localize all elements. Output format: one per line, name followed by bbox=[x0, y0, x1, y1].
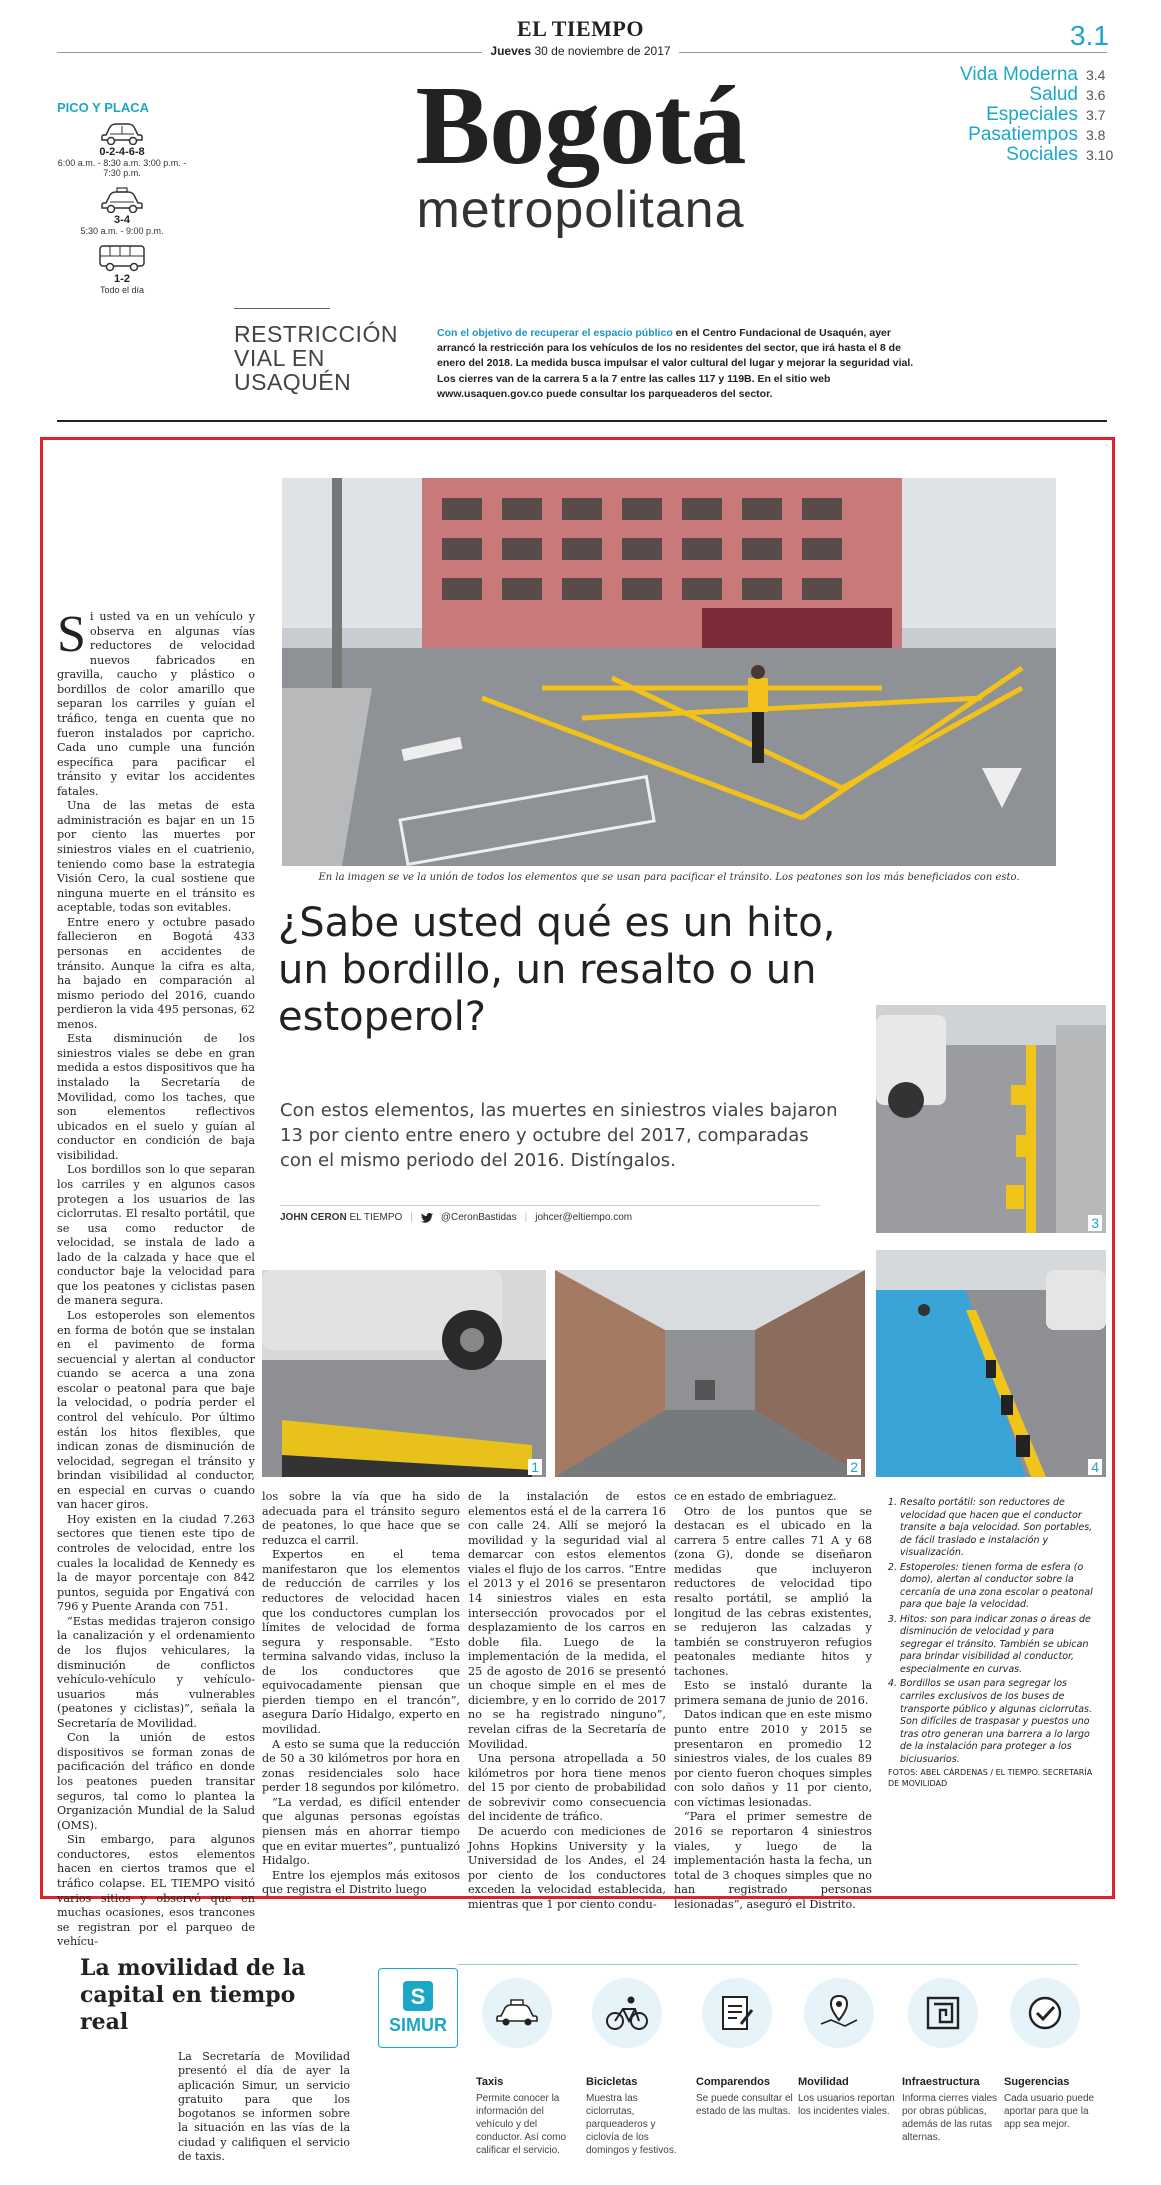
twitter-icon bbox=[421, 1213, 433, 1223]
publication-date bbox=[0, 44, 1161, 58]
byline-email[interactable]: johcer@eltiempo.com bbox=[535, 1212, 633, 1223]
feature-desc: Se puede consultar el estado de las multas. bbox=[696, 2093, 793, 2117]
restriccion-title: RESTRICCIÓN VIAL EN USAQUÉN bbox=[234, 321, 398, 396]
feature-taxis bbox=[476, 1978, 574, 2157]
photo-3 bbox=[876, 1005, 1106, 1233]
glossary-item: 1. Resalto portátil: son reductores de velocidad que hacen que el conductor transite a baja velocidad. Son portables, de fácil traslado e instalación y visualización. bbox=[900, 1497, 1098, 1560]
byline-twitter[interactable]: @CeronBastidas bbox=[440, 1212, 517, 1223]
index-item[interactable] bbox=[900, 124, 1120, 144]
feature-desc: Cada usuario puede aportar para que la app sea mejor. bbox=[1004, 2093, 1095, 2130]
index-item[interactable] bbox=[900, 144, 1120, 164]
section-index bbox=[900, 64, 1120, 164]
pico-digits: 0-2-4-6-8 bbox=[99, 146, 145, 158]
restriccion-body: en el Centro Fundacional de Usaquén, ayer arrancó la restricción para los vehículos de los no residentes del sector, que irá hasta el 8 de enero del 2018. La medida busca impulsar el valor cultural del lugar y mejorar la seguridad vial. Los cierres van de la carrera 5 a la 7 entre las calles 117 y 119B. En el sitio web www.usaquen.gov.co puede consultar los parqueaderos del sector. bbox=[437, 327, 914, 400]
index-page: 3.4 bbox=[1086, 67, 1106, 83]
body-paragraph: Hoy existen en la ciudad 7.263 sectores que tienen este tipo de controles de velocidad, entre los cuales la localidad de Kennedy es la de mayor porcentaje con 842 puntos, seguida por Engativá con 796 y Puente Aranda con 751. bbox=[57, 1512, 255, 1614]
bottom-title: La movilidad de la capital en tiempo real bbox=[80, 1955, 306, 2035]
index-label: Especiales bbox=[986, 104, 1078, 125]
index-item[interactable] bbox=[900, 84, 1120, 104]
restriccion-lead: Con el objetivo de recuperar el espacio público bbox=[437, 327, 673, 339]
pico-hours: 6:00 a.m. - 8:30 a.m. 3:00 p.m. - 7:30 p.m. bbox=[57, 158, 187, 179]
feature-infraestructura bbox=[902, 1978, 1000, 2144]
index-label: Pasatiempos bbox=[968, 124, 1078, 145]
main-photo bbox=[282, 478, 1056, 866]
pico-hours: 5:30 a.m. - 9:00 p.m. bbox=[80, 225, 164, 236]
newspaper-name: EL TIEMPO bbox=[517, 16, 644, 41]
body-paragraph: ce en estado de embriaguez. bbox=[674, 1490, 837, 1503]
body-paragraph: Los bordillos son lo que separan los carriles y en algunos casos protegen a los usuarios de las ciclorrutas. El resalto portátil, que se usa como reductor de velocidad, se instala de lado a lado de la calzada y hace que el conductor baje la velocidad para que los peatones y ciclistas pasen de manera segura. bbox=[57, 1163, 255, 1308]
body-paragraph bbox=[57, 606, 255, 799]
photo-number: 1 bbox=[528, 1459, 542, 1475]
feature-icon-circle bbox=[482, 1978, 552, 2048]
form-icon bbox=[719, 1994, 755, 2032]
byline-org: EL TIEMPO bbox=[349, 1212, 403, 1223]
restriccion-rule bbox=[234, 308, 330, 309]
body-paragraph: de la instalación de estos elementos está el de la carrera 16 con calle 24. Allí se mejoró la movilidad y la seguridad vial al demarcar con estos elementos viales el flujo de los carros. “Entre el 2013 y el 2016 se presentaron 14 siniestros viales en esta intersección provocados por el desplazamiento de los carros en doble fila. Luego de la implementación de la medida, el 25 de agosto de 2016 se presentó un choque simple en el mes de diciembre, y en lo corrido de 2017 no se ha registrado ninguno”, revelan cifras de la Secretaría de Movilidad. bbox=[468, 1490, 666, 1751]
body-paragraph: Esta disminución de los siniestros viales se debe en gran medida a estos dispositivos que ha instalado la Secretaría de Movilidad, como los taches, que son elementos reflectivos ubicados en el suelo y guían al conductor en condición de baja visibilidad. bbox=[57, 1032, 255, 1162]
index-label: Sociales bbox=[1006, 144, 1078, 165]
section-subtitle: metropolitana bbox=[416, 181, 745, 239]
index-page: 3.7 bbox=[1086, 107, 1106, 123]
main-photo-caption: En la imagen se ve la unión de todos los elementos que se usan para pacificar el tránsito. Los peatones son los más beneficiados con esto. bbox=[318, 872, 1020, 883]
date-day: Jueves bbox=[490, 44, 532, 58]
body-paragraph: Expertos en el tema manifestaron que los elementos de reducción de carriles y los reductores de velocidad hacen que los conductores cumplan los límites de velocidad de forma segura y responsable. “Esto termina salvando vidas, incluso la de los conductores que equivocadamente piensan que pierden tiempo en el trancón”, asegura Darío Hidalgo, experto en movilidad. bbox=[262, 1548, 460, 1736]
pico-block-bus bbox=[57, 244, 187, 295]
body-paragraph: A esto se suma que la reducción de 50 a 30 kilómetros por hora en zonas residenciales solo hace perder 18 segundos por kilómetro. bbox=[262, 1737, 460, 1795]
body-column-1 bbox=[57, 606, 255, 1950]
body-column-4 bbox=[674, 1490, 872, 1912]
feature-movilidad bbox=[798, 1978, 896, 2118]
simur-s-icon bbox=[403, 1981, 433, 2011]
taxi-icon bbox=[100, 187, 144, 213]
feature-sugerencias bbox=[1004, 1978, 1102, 2131]
body-paragraph: Con la unión de estos dispositivos se forman zonas de pacificación del tráfico en donde los peatones pueden transitar seguros, tal como lo plantea la Organización Mundial de la Salud (OMS). bbox=[57, 1731, 255, 1832]
dek: Con estos elementos, las muertes en siniestros viales bajaron 13 por ciento entre enero y octubre del 2017, comparadas con el mismo periodo del 2016. Distíngalos. bbox=[280, 1100, 838, 1172]
index-label: Vida Moderna bbox=[960, 64, 1078, 85]
taxi-icon bbox=[495, 1999, 539, 2027]
feature-icon-circle bbox=[1010, 1978, 1080, 2048]
body-paragraph: Esto se instaló durante la primera semana de junio de 2016. bbox=[674, 1679, 872, 1707]
feature-icon-circle bbox=[592, 1978, 662, 2048]
feature-desc: Los usuarios reportan los incidentes viales. bbox=[798, 2093, 895, 2117]
feature-title: Infraestructura bbox=[902, 2076, 980, 2088]
index-page: 3.8 bbox=[1086, 127, 1106, 143]
body-column-2 bbox=[262, 1490, 460, 1898]
simur-connector bbox=[458, 1964, 1078, 1965]
glossary-item: 4. Bordillos se usan para segregar los carriles exclusivos de los buses de transporte público y algunas ciclorrutas. Son difíciles de traspasar y puestos uno tras otro generan una barrera a lo largo de la instalación para proteger a los biciusuarios. bbox=[900, 1678, 1098, 1766]
byline-name: JOHN CERON bbox=[280, 1212, 347, 1223]
body-paragraph: “Para el primer semestre de 2016 se reportaron 4 siniestros viales, y luego de la implementación hasta la fecha, un total de 3 choques simples que no han registrado personas lesionadas”, aseguró el Distrito. bbox=[674, 1810, 872, 1911]
pico-title: PICO Y PLACA bbox=[57, 100, 149, 115]
pico-digits: 3-4 bbox=[114, 213, 130, 226]
simur-label: SIMUR bbox=[389, 2014, 447, 2035]
photo-number: 4 bbox=[1088, 1459, 1102, 1475]
body-paragraph: Entre enero y octubre pasado fallecieron en Bogotá 433 personas en accidentes de tránsito. Aunque la cifra es alta, ha bajado en comparación al mismo periodo del 2016, cuando perdieron la vida 495 personas, 62 menos. bbox=[57, 915, 255, 1031]
photo-number: 3 bbox=[1088, 1215, 1102, 1231]
maze-icon bbox=[925, 1995, 961, 2031]
index-label: Salud bbox=[1029, 84, 1078, 105]
glossary-item: 3. Hitos: son para indicar zonas o áreas de disminución de velocidad y para segregar el tránsito. También se ubican para brindar visibilidad al conductor, especialmente en curvas. bbox=[900, 1614, 1098, 1677]
index-page: 3.10 bbox=[1086, 147, 1114, 163]
header-divider bbox=[57, 420, 1107, 422]
feature-bicicletas bbox=[586, 1978, 684, 2157]
body-column-3 bbox=[468, 1490, 666, 1912]
headline: ¿Sabe usted qué es un hito, un bordillo, un resalto o un estoperol? bbox=[278, 900, 836, 1041]
paragraph-text: i usted va en un vehículo y observa en algunas vías reductores de velocidad nuevos fabricados en gravilla, caucho y plástico o bordillos de color amarillo que separan los carriles y guían el tráfico, tenga en cuenta que no fueron instalados por capricho. Cada uno cumple una función específica para pacificar el tránsito y evitar los accidentes fatales. bbox=[57, 610, 255, 798]
section-title: Bogotá bbox=[415, 64, 746, 188]
index-item[interactable] bbox=[900, 104, 1120, 124]
date-rest: 30 de noviembre de 2017 bbox=[534, 44, 671, 58]
feature-title: Sugerencias bbox=[1004, 2076, 1070, 2088]
check-icon bbox=[1027, 1995, 1063, 2031]
feature-comparendos bbox=[696, 1978, 794, 2118]
glossary-item: 2. Estoperoles: tienen forma de esfera (o domo), alertan al conductor sobre la cercanía de una zona escolar o peatonal para que baje la velocidad. bbox=[900, 1562, 1098, 1612]
photo-credit: FOTOS: ABEL CÁRDENAS / EL TIEMPO. SECRETARÍA DE MOVILIDAD bbox=[888, 1768, 1093, 1788]
feature-title: Bicicletas bbox=[586, 2076, 638, 2088]
svg-text:S: S bbox=[410, 1983, 426, 2009]
index-item[interactable] bbox=[900, 64, 1120, 84]
feature-title: Movilidad bbox=[798, 2076, 849, 2088]
byline-separator: | bbox=[524, 1212, 528, 1223]
pico-block-taxi bbox=[57, 187, 187, 236]
byline-author bbox=[280, 1212, 402, 1223]
bottom-text: La Secretaría de Movilidad presentó el día de ayer la aplicación Simur, un servicio gratuito para que los bogotanos se informen sobre la situación en las vías de la ciudad y califiquen el servicio de taxis. bbox=[178, 2050, 350, 2164]
pico-digits: 1-2 bbox=[114, 273, 130, 286]
pico-hours: Todo el día bbox=[99, 285, 145, 296]
feature-icon-circle bbox=[908, 1978, 978, 2048]
bus-icon bbox=[98, 244, 146, 272]
body-paragraph: Sin embargo, para algunos conductores, estos elementos hacen en ciertos tramos que el tráfico colapse. EL TIEMPO visitó varios sitios y observó que en muchas ocasiones, esos trancones se registran por el parqueo de vehícu- bbox=[57, 1833, 255, 1949]
body-paragraph: Otro de los puntos que se destacan es el ubicado en la carrera 5 entre calles 71 A y 68 (zona G), donde se diseñaron medidas que incluyeron reductores de velocidad tipo resalto portátil, se amplió la longitud de las cebras existentes, se redujeron las calzadas y también se construyeron refugios peatonales mediante hitos y tachones. bbox=[674, 1504, 872, 1678]
index-page: 3.6 bbox=[1086, 87, 1106, 103]
feature-desc: Muestra las ciclorrutas, parqueaderos y ciclovía de los domingos y festivos. bbox=[586, 2093, 677, 2156]
body-paragraph: De acuerdo con mediciones de Johns Hopkins University y la Universidad de los Andes, el 24 por ciento de los conductores exceden la velocidad establecida, mientras que 1 por ciento condu- bbox=[468, 1824, 666, 1911]
pico-block-private bbox=[57, 121, 187, 179]
body-paragraph: “La verdad, es difícil entender que algunas personas egoístas piensen más en ahorrar tiempo que en evitar muertes”, puntualizó Hidalgo. bbox=[262, 1795, 460, 1868]
photo-4 bbox=[876, 1250, 1106, 1477]
photo-2 bbox=[555, 1270, 865, 1477]
photo-1 bbox=[262, 1270, 546, 1477]
bicycle-icon bbox=[605, 1995, 649, 2031]
map-pin-icon bbox=[819, 1994, 859, 2032]
body-paragraph: Los estoperoles son elementos en forma de botón que se instalan en el pavimento de forma secuencial y alertan al conductor cuando se acerca a una zona escolar o peatonal para que baje la velocidad, o podría perder el control del vehículo. Por último están los hitos flexibles, que indican zonas de disminución de velocidad, segregan el tránsito y brindan visibilidad al conductor, en especial en curvas o cuando van hacer giros. bbox=[57, 1309, 255, 1512]
page-number: 3.1 bbox=[1070, 20, 1109, 51]
body-paragraph: los sobre la vía que ha sido adecuada para el tránsito seguro de peatones, lo que hace que se reduzca el carril. bbox=[262, 1490, 460, 1547]
byline bbox=[280, 1205, 820, 1223]
body-paragraph: Una persona atropellada a 50 kilómetros por hora tiene menos del 15 por ciento de probabilidad de sobrevivir como consecuencia del incidente de tráfico. bbox=[468, 1752, 666, 1824]
body-paragraph: Datos indican que en este mismo punto entre 2010 y 2015 se presentaron en promedio 12 siniestros viales, de los cuales 89 por ciento fueron choques simples con solo daños y 11 por ciento, con víctimas lesionadas. bbox=[674, 1708, 872, 1809]
feature-desc: Informa cierres viales por obras públicas, además de las rutas alternas. bbox=[902, 2093, 998, 2143]
feature-title: Comparendos bbox=[696, 2076, 770, 2088]
restriccion-text bbox=[437, 326, 917, 402]
feature-desc: Permite conocer la información del vehículo y del conductor. Así como calificar el servicio. bbox=[476, 2093, 567, 2156]
feature-title: Taxis bbox=[476, 2076, 504, 2088]
body-paragraph: Entre los ejemplos más exitosos que registra el Distrito luego bbox=[262, 1868, 460, 1897]
photo-number: 2 bbox=[847, 1459, 861, 1475]
simur-logo bbox=[378, 1968, 458, 2048]
body-paragraph: “Estas medidas trajeron consigo la canalización y el ordenamiento de los flujos vehiculares, la disminución de conflictos vehículo-vehículo y vehículo-usuarios más vulnerables (peatones y ciclistas)”, señala la Secretaría de Movilidad. bbox=[57, 1614, 255, 1730]
feature-icon-circle bbox=[804, 1978, 874, 2048]
feature-icon-circle bbox=[702, 1978, 772, 2048]
drop-cap: S bbox=[57, 606, 86, 663]
car-icon bbox=[100, 121, 144, 145]
byline-separator: | bbox=[410, 1212, 413, 1223]
pico-y-placa bbox=[57, 100, 187, 303]
body-paragraph: Una de las metas de esta administración es bajar en un 15 por ciento las muertes por siniestros viales en el cuatrienio, teniendo como base la estrategia Visión Cero, la cual sostiene que ninguna muerte en el tránsito es aceptable, todas son evitables. bbox=[57, 799, 255, 915]
glossary bbox=[888, 1497, 1098, 1789]
